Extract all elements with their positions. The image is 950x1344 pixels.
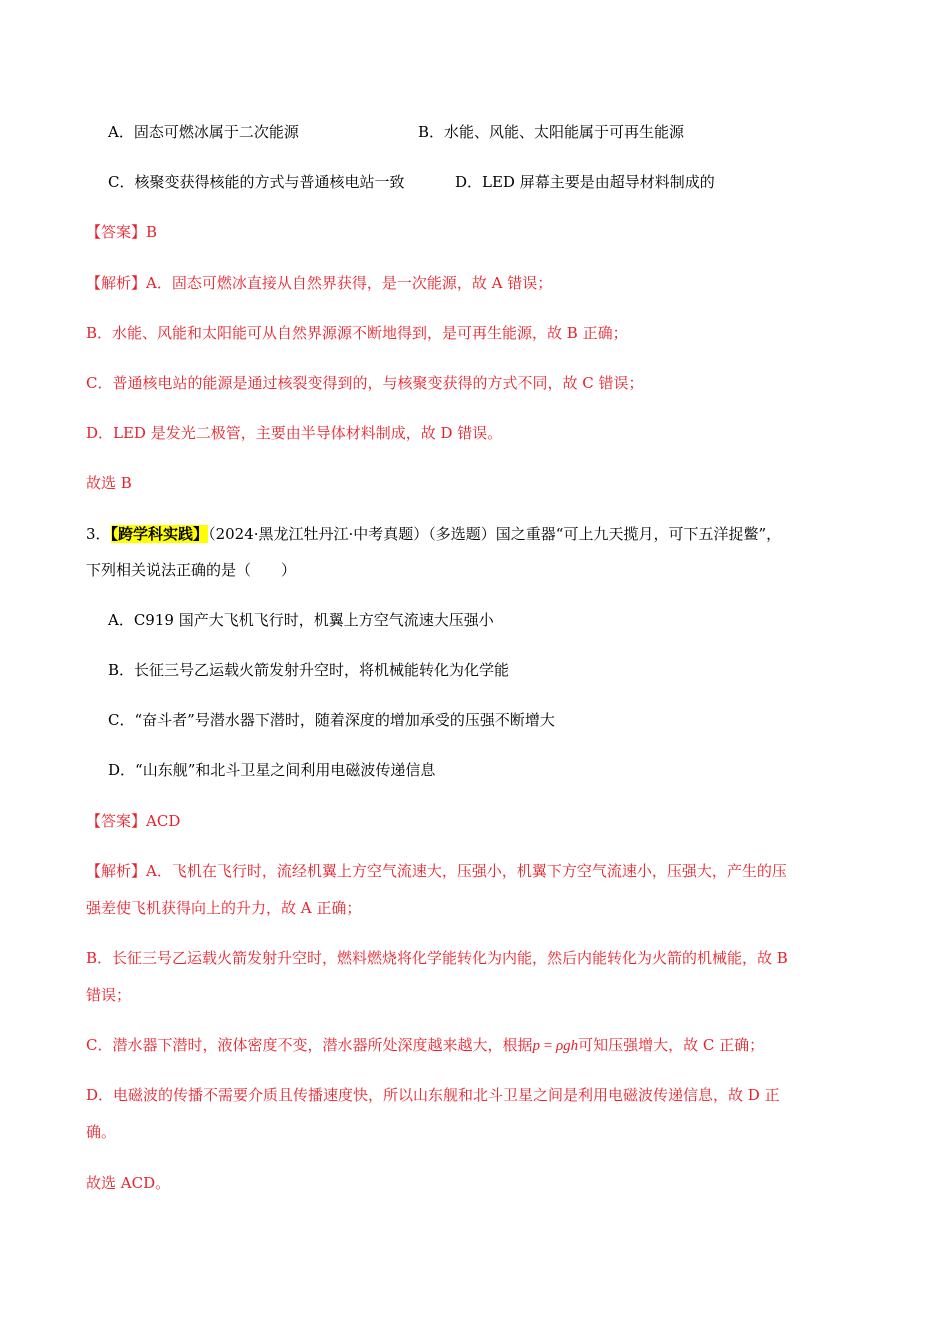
q2-analysis-d: D．LED 是发光二极管，主要由半导体材料制成，故 D 错误。 [86,424,503,442]
analysis-text-after: 可知压强增大，故 C 正确； [578,1036,765,1054]
analysis-text: A．固态可燃冰直接从自然界获得，是一次能源，故 A 错误； [146,274,553,292]
q3-stem-line2: 下列相关说法正确的是（ ） [86,561,297,579]
q2-option-c: C．核聚变获得核能的方式与普通核电站一致 [108,173,405,191]
question-tag: 【跨学科实践】 [110,525,209,543]
answer-value: ACD [146,812,181,830]
q3-analysis-a [86,861,787,881]
formula-rho-g-h: ρgh [555,1038,579,1054]
q2-analysis-a [86,273,552,293]
formula-equals: = [539,1038,556,1054]
q2-conclusion: 故选 B [86,474,132,492]
q3-option-c: C．“奋斗者”号潜水器下潜时，随着深度的增加承受的压强不断增大 [108,711,555,729]
q3-analysis-b-line2: 错误； [86,986,132,1004]
q3-option-b: B．长征三号乙运载火箭发射升空时，将机械能转化为化学能 [108,661,510,679]
q3-conclusion: 故选 ACD。 [86,1174,171,1192]
q2-option-b: B．水能、风能、太阳能属于可再生能源 [418,123,685,141]
answer-value: B [146,223,158,241]
analysis-label: 【解析】 [86,274,147,292]
q3-answer [86,811,180,831]
answer-label: 【答案】 [86,223,147,241]
answer-label: 【答案】 [86,812,147,830]
q3-analysis-d: D．电磁波的传播不需要介质且传播速度快，所以山东舰和北斗卫星之间是利用电磁波传递信息，故 D 正 [86,1086,780,1104]
q3-analysis-b: B．长征三号乙运载火箭发射升空时，燃料燃烧将化学能转化为内能，然后内能转化为火箭的机械能，故 B [86,949,788,967]
q3-analysis-a-line2: 强差使飞机获得向上的升力，故 A 正确； [86,899,362,917]
formula-p: p [532,1038,540,1054]
q3-option-a: A．C919 国产大飞机飞行时，机翼上方空气流速大压强小 [108,611,494,629]
q2-analysis-c: C．普通核电站的能源是通过核裂变得到的，与核聚变获得的方式不同，故 C 错误； [86,374,644,392]
analysis-label: 【解析】 [86,862,147,880]
q2-option-d: D．LED 屏幕主要是由超导材料制成的 [455,173,715,191]
q3-stem [86,524,781,544]
question-number: 3． [86,525,111,543]
analysis-text: C．潜水器下潜时，液体密度不变，潜水器所处深度越来越大，根据 [86,1036,533,1054]
question-stem-text: （2024·黑龙江牡丹江·中考真题）（多选题）国之重器“可上九天揽月，可下五洋捉鳖”， [208,525,782,543]
q2-answer [86,222,157,242]
q3-analysis-d-line2: 确。 [86,1123,117,1141]
q2-analysis-b: B．水能、风能和太阳能可从自然界源源不断地得到，是可再生能源，故 B 正确； [86,324,628,342]
pressure-formula [532,1038,578,1054]
q2-option-a: A．固态可燃冰属于二次能源 [108,123,299,141]
q3-analysis-c [86,1035,764,1056]
analysis-text: A．飞机在飞行时，流经机翼上方空气流速大，压强小，机翼下方空气流速小，压强大，产生的压 [146,862,787,880]
q3-option-d: D．“山东舰”和北斗卫星之间利用电磁波传递信息 [108,761,436,779]
